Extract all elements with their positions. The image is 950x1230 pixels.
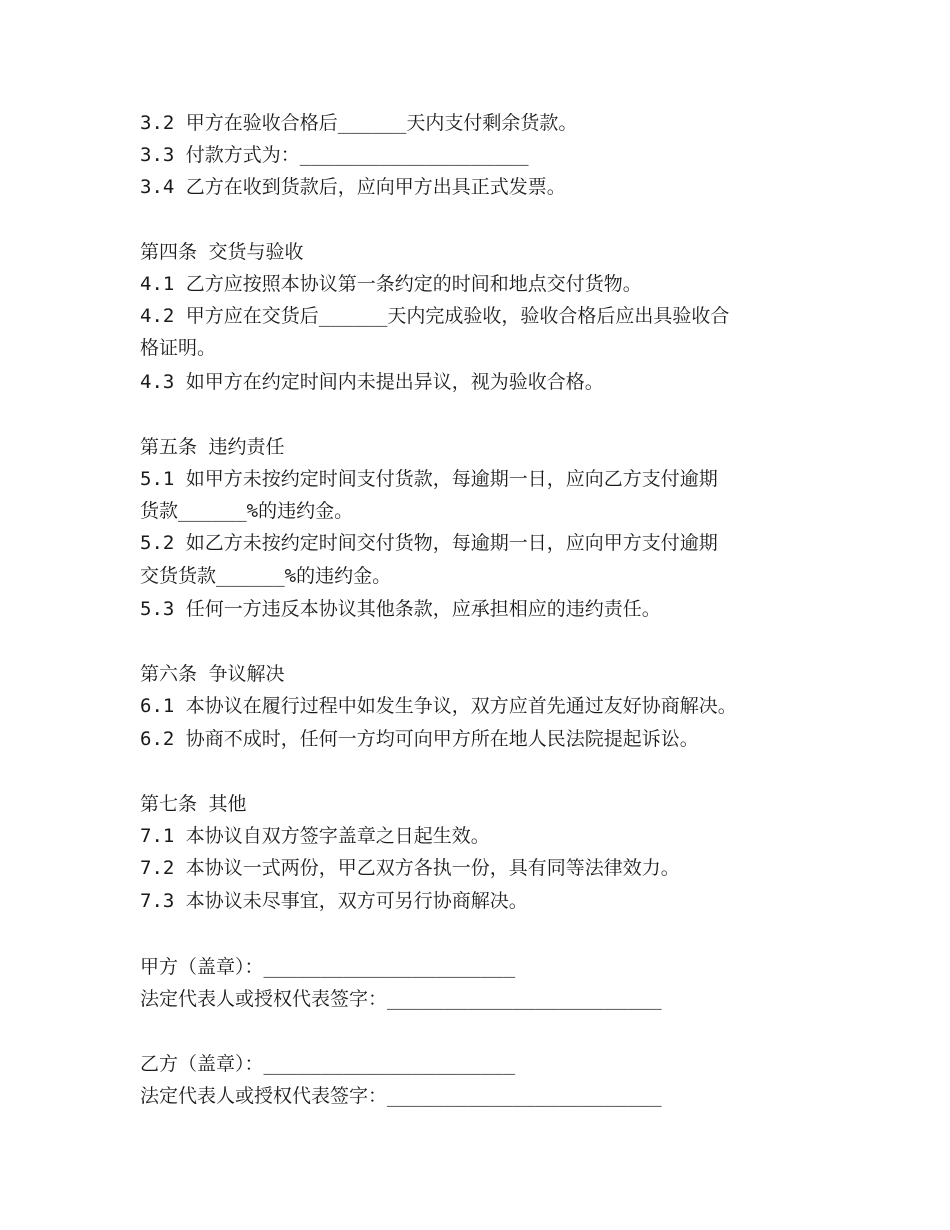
clause-5-2-cont: 交货货款______%的违约金。 <box>140 565 392 587</box>
clause-5-3: 5.3 任何一方违反本协议其他条款，应承担相应的违约责任。 <box>140 598 661 620</box>
clause-3-4: 3.4 乙方在收到货款后，应向甲方出具正式发票。 <box>140 176 566 198</box>
clause-3-3: 3.3 付款方式为：____________________ <box>140 144 529 166</box>
party-b-seal-line: 乙方（盖章）：______________________ <box>140 1053 516 1075</box>
section-heading-6: 第六条 争议解决 <box>140 663 285 685</box>
party-a-signature-line: 法定代表人或授权代表签字：________________________ <box>140 988 662 1010</box>
clause-4-1: 4.1 乙方应按照本协议第一条约定的时间和地点交付货物。 <box>140 273 642 295</box>
clause-7-3: 7.3 本协议未尽事宜，双方可另行协商解决。 <box>140 890 528 912</box>
clause-5-2: 5.2 如乙方未按约定时间交付货物，每逾期一日，应向甲方支付逾期 <box>140 532 718 554</box>
clause-5-1: 5.1 如甲方未按约定时间支付货款，每逾期一日，应向乙方支付逾期 <box>140 468 718 490</box>
clause-3-2: 3.2 甲方在验收合格后______天内支付剩余货款。 <box>140 112 578 134</box>
clause-4-2-cont: 格证明。 <box>140 337 217 359</box>
clause-7-1: 7.1 本协议自双方签字盖章之日起生效。 <box>140 825 490 847</box>
section-heading-4: 第四条 交货与验收 <box>140 241 304 263</box>
clause-7-2: 7.2 本协议一式两份，甲乙双方各执一份，具有同等法律效力。 <box>140 857 680 879</box>
section-heading-5: 第五条 违约责任 <box>140 436 285 458</box>
clause-6-2: 6.2 协商不成时，任何一方均可向甲方所在地人民法院提起诉讼。 <box>140 728 699 750</box>
clause-5-1-cont: 货款______%的违约金。 <box>140 500 354 522</box>
clause-4-3: 4.3 如甲方在约定时间内未提出异议，视为验收合格。 <box>140 371 604 393</box>
party-a-seal-line: 甲方（盖章）：______________________ <box>140 956 516 978</box>
section-heading-7: 第七条 其他 <box>140 793 247 815</box>
party-b-signature-line: 法定代表人或授权代表签字：________________________ <box>140 1085 662 1107</box>
clause-6-1: 6.1 本协议在履行过程中如发生争议，双方应首先通过友好协商解决。 <box>140 695 737 717</box>
clause-4-2: 4.2 甲方应在交货后______天内完成验收，验收合格后应出具验收合 <box>140 305 730 327</box>
